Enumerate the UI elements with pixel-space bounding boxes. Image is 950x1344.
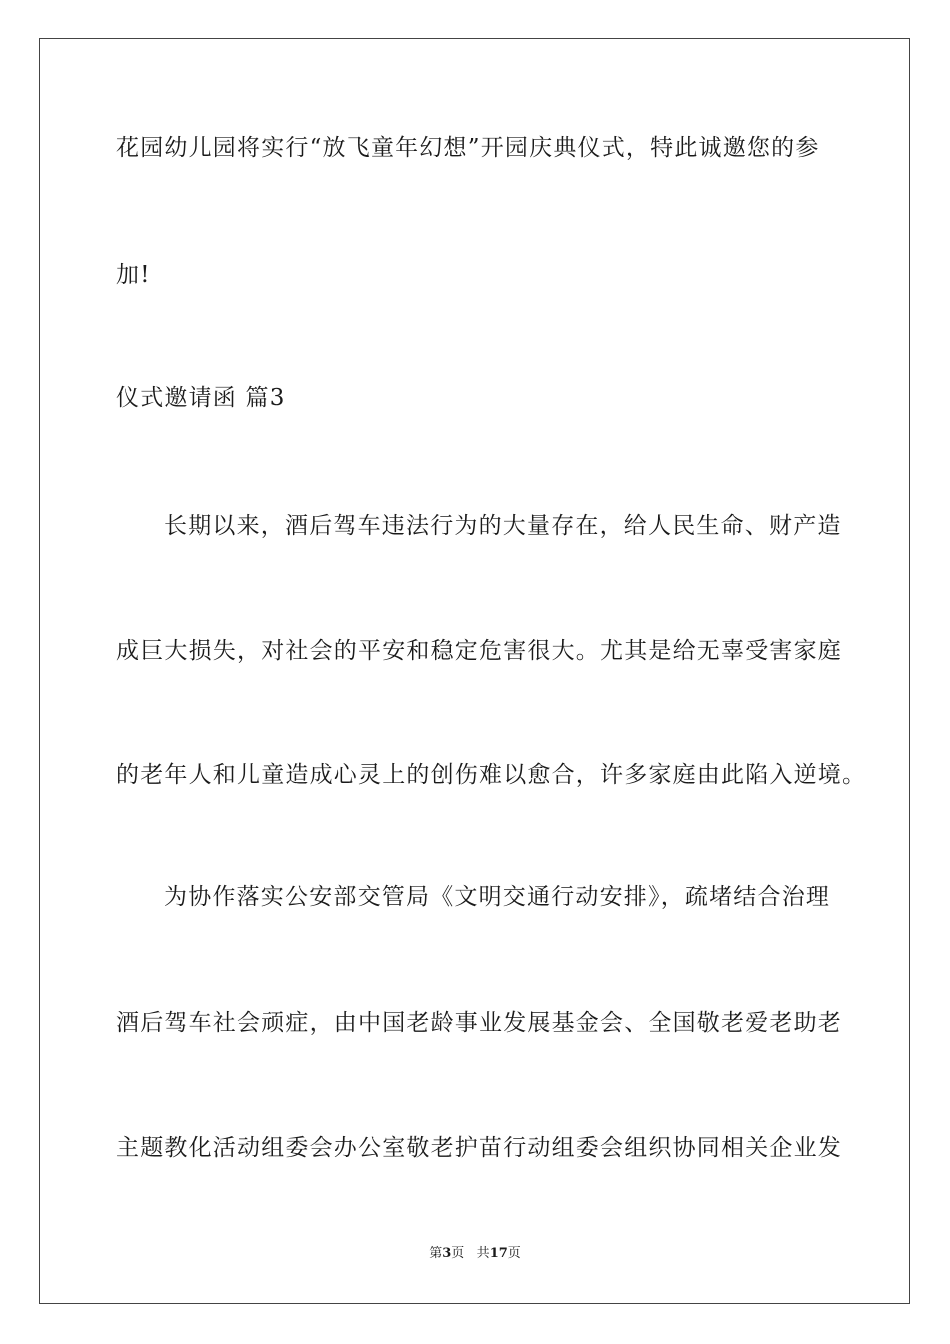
body-line-1: 花园幼儿园将实行“放飞童年幻想”开园庆典仪式，特此诚邀您的参: [116, 135, 820, 161]
page-suffix: 页: [451, 1246, 465, 1261]
page-footer: [0, 1245, 950, 1263]
total-pages: 17: [489, 1246, 508, 1261]
paragraph-1-line-2: 成巨大损失，对社会的平安和稳定危害很大。尤其是给无辜受害家庭: [116, 638, 842, 664]
paragraph-2-line-2: 酒后驾车社会顽症，由中国老龄事业发展基金会、全国敬老爱老助老: [116, 1010, 842, 1036]
page-prefix: 第: [429, 1246, 443, 1261]
body-line-2: 加!: [116, 262, 151, 288]
page-number: 3: [442, 1246, 452, 1261]
page-border: [39, 38, 910, 1304]
total-prefix: 共: [476, 1246, 490, 1261]
paragraph-1-line-1: 长期以来，酒后驾车违法行为的大量存在，给人民生命、财产造: [164, 513, 842, 539]
section-heading: 仪式邀请函 篇3: [116, 385, 286, 411]
paragraph-1-line-3: 的老年人和儿童造成心灵上的创伤难以愈合，许多家庭由此陷入逆境。: [116, 762, 867, 788]
paragraph-2-line-3: 主题教化活动组委会办公室敬老护苗行动组委会组织协同相关企业发: [116, 1135, 842, 1161]
total-suffix: 页: [507, 1246, 521, 1261]
paragraph-2-line-1: 为协作落实公安部交管局《文明交通行动安排》，疏堵结合治理: [164, 884, 831, 910]
